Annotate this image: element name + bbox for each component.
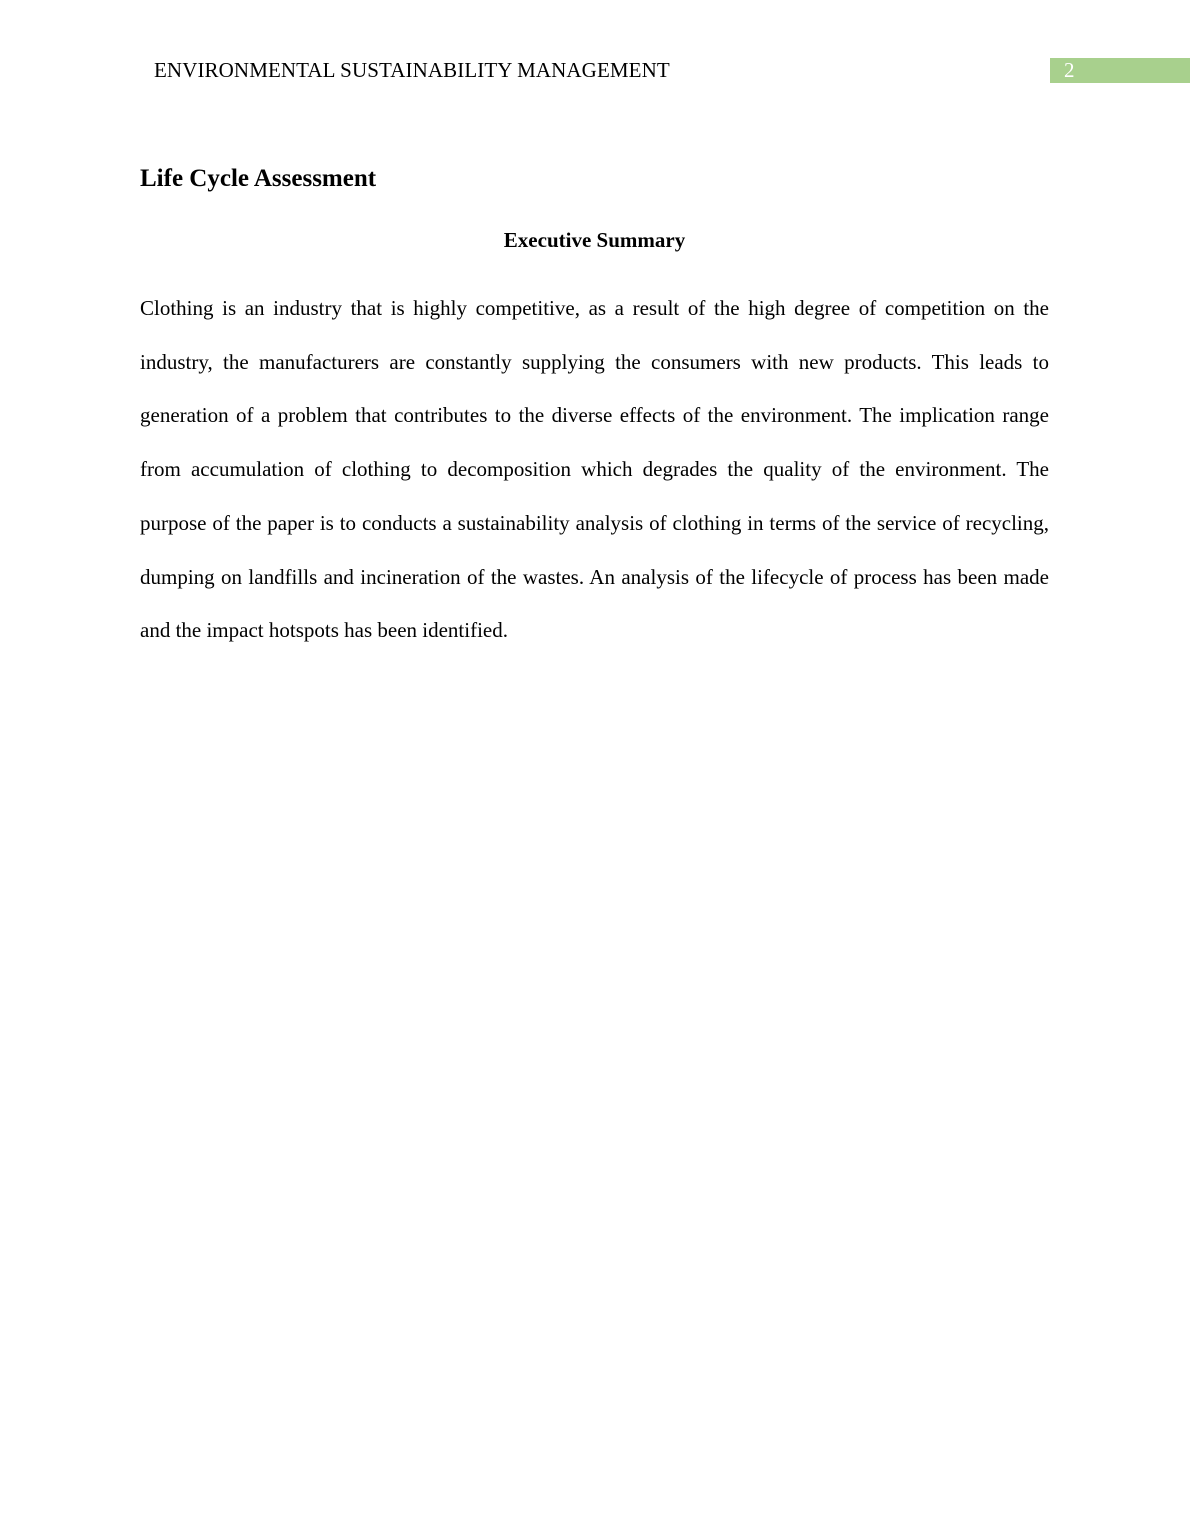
running-head: ENVIRONMENTAL SUSTAINABILITY MANAGEMENT bbox=[154, 58, 670, 82]
page-number-badge: 2 bbox=[1050, 58, 1190, 83]
section-title: Life Cycle Assessment bbox=[140, 165, 377, 192]
subsection-title: Executive Summary bbox=[503, 228, 686, 252]
body-paragraph: Clothing is an industry that is highly competitive, as a result of the high degree of competition on the industry, the manufacturers are constantly supplying the consumers with new products. This leads to generation of a problem that contributes to the diverse effects of the environment. The implication range from accumulation of clothing to decomposition which degrades the quality of the environment. The purpose of the paper is to conducts a sustainability analysis of clothing in terms of the service of recycling, dumping on landfills and incineration of the wastes. An analysis of the lifecycle of process has been made and the impact hotspots has been identified. bbox=[140, 296, 1049, 643]
